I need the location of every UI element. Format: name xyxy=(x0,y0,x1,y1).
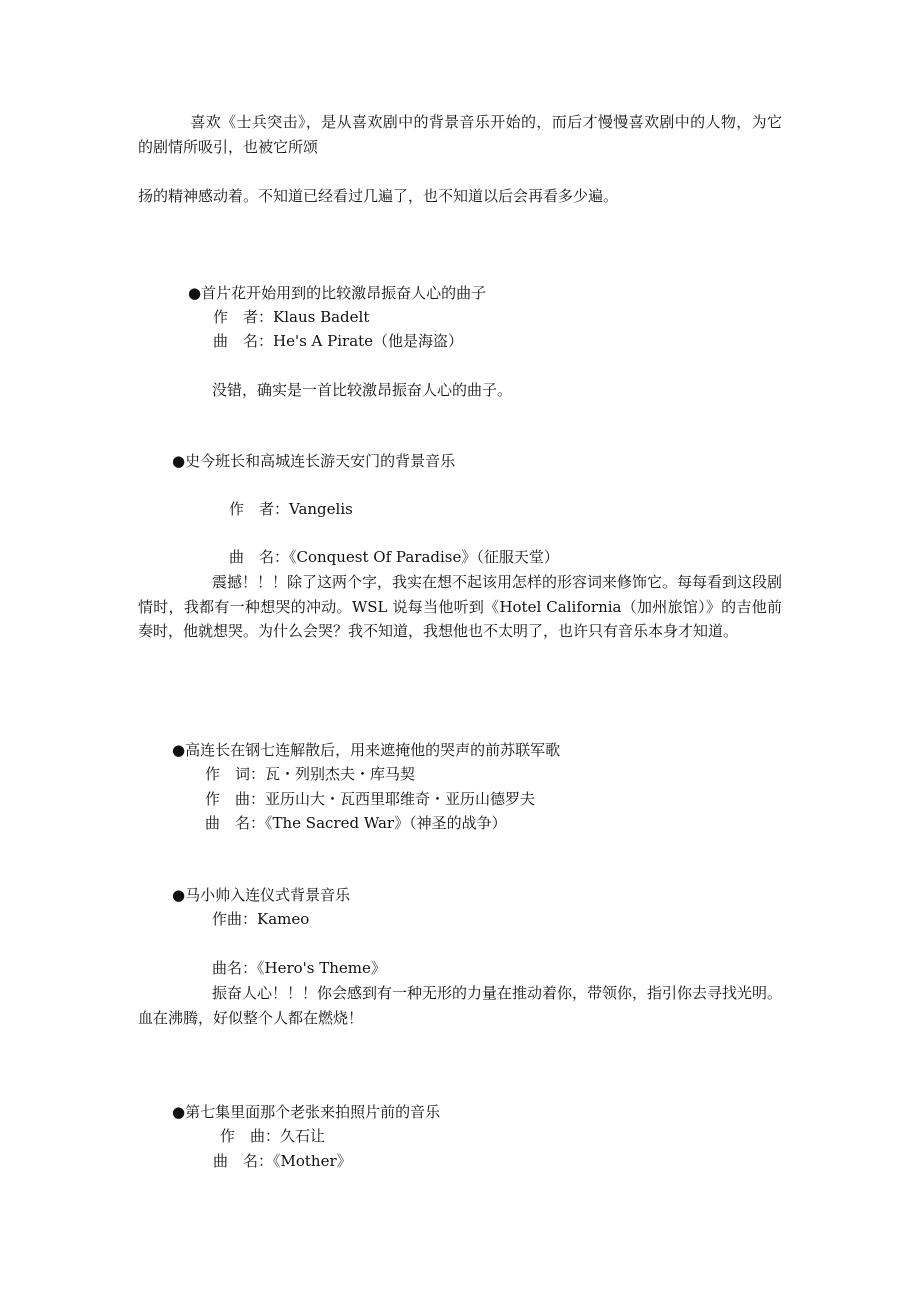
section-3-composer: 作 曲：亚历山大・瓦西里耶维奇・亚历山德罗夫 xyxy=(205,790,536,808)
section-5-composer: 作 曲：久石让 xyxy=(220,1127,326,1145)
section-4-comment xyxy=(138,981,782,1030)
section-1-title: ●首片花开始用到的比较激昂振奋人心的曲子 xyxy=(188,284,487,302)
section-5-song: 曲 名：《Mother》 xyxy=(213,1152,352,1170)
intro-paragraph-part2: 扬的精神感动着。不知道已经看过几遍了，也不知道以后会再看多少遍。 xyxy=(138,187,619,205)
section-1-comment: 没错，确实是一首比较激昂振奋人心的曲子。 xyxy=(212,381,513,399)
section-2-title: ●史今班长和高城连长游天安门的背景音乐 xyxy=(172,452,456,470)
section-2-comment-text: 震撼！！！除了这两个字，我实在想不起该用怎样的形容词来修饰它。每每看到这段剧情时，我都有一种想哭的冲动。WSL 说每当他听到《Hotel California（加州旅馆）》的吉他前奏时，他就想哭。为什么会哭？我不知道，我想他也不太明了，也许只有音乐本身才知道。 xyxy=(138,573,783,640)
section-3-title: ●高连长在钢七连解散后，用来遮掩他的哭声的前苏联军歌 xyxy=(172,741,561,759)
section-4-title: ●马小帅入连仪式背景音乐 xyxy=(172,886,351,904)
section-1-song: 曲 名：He's A Pirate（他是海盗） xyxy=(213,332,464,350)
intro-paragraph-part1 xyxy=(138,110,782,159)
intro-text-1: 喜欢《士兵突击》，是从喜欢剧中的背景音乐开始的，而后才慢慢喜欢剧中的人物，为它的剧情所吸引，也被它所颂 xyxy=(138,113,782,156)
section-2-author: 作 者：Vangelis xyxy=(229,500,353,518)
section-3-lyricist: 作 词：瓦・列别杰夫・库马契 xyxy=(205,765,416,783)
section-4-composer: 作曲：Kameo xyxy=(212,910,310,928)
section-2-song: 曲 名：《Conquest Of Paradise》（征服天堂） xyxy=(229,548,559,566)
section-2-comment xyxy=(138,570,782,644)
section-3-song: 曲 名：《The Sacred War》（神圣的战争） xyxy=(205,814,507,832)
section-1-author: 作 者：Klaus Badelt xyxy=(213,308,370,326)
section-4-song: 曲名：《Hero's Theme》 xyxy=(212,959,386,977)
section-4-comment-text: 振奋人心！！！你会感到有一种无形的力量在推动着你，带领你，指引你去寻找光明。血在沸腾，好似整个人都在燃烧！ xyxy=(138,984,783,1027)
section-5-title: ●第七集里面那个老张来拍照片前的音乐 xyxy=(172,1103,441,1121)
